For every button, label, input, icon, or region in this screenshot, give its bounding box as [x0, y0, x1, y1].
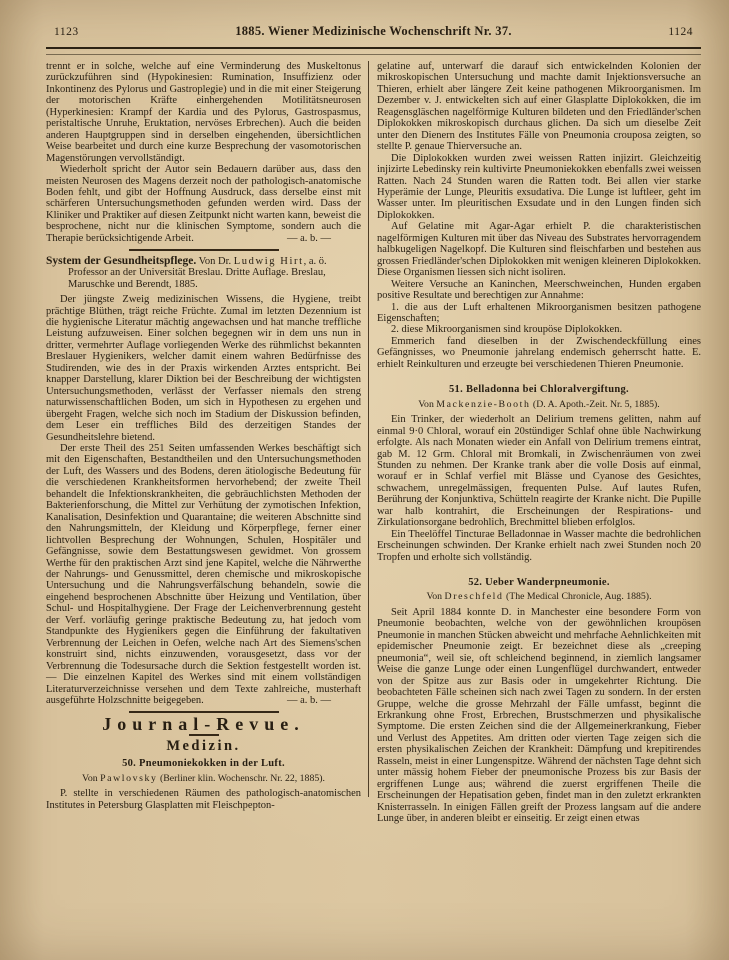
- list-item-2: 2. diese Mikroorganismen sind kroupöse Diplokokken.: [391, 324, 623, 336]
- paragraph-agar: Auf Gelatine mit Agar-Agar erhielt P. die charakteristischen nagelförmigen Kulturen mit über das Niveau des Substrates hervorragendem halbkugeligen Nagelkopf. Die Kulturen sind fleischfarben und bestehen aus grossen Friedländer'schen Diplokokken mit wenigen kleineren Diplokokken. Diese Organismen liessen sich nicht isoliren.: [377, 221, 701, 279]
- paragraph-gelatine: gelatine auf, unterwarf die darauf sich entwickelnden Kolonien der mikroskopischen Untersuchung und machte damit Injektionsversuche an Thieren, erhielt aber längere Zeit keine pathogenen Mikroorganismen. Im Dezember v. J. entwickelten sich auf einer Glasplatte Diplokokken, die im Reagensgläschen nagelförmige Kulturen bildeten und den Friedländer'schen Diplokokken mikroskopisch durchaus glichen. Da sich um dieselbe Zeit unter den Dienern des Institutes Fälle von Pneumonia crouposa zeigten, so stellte P. genaue Thierversuche an.: [377, 61, 701, 153]
- paragraph-erster-theil: [46, 443, 361, 706]
- page-header: [46, 24, 701, 39]
- article-author: Dreschfeld: [444, 591, 504, 603]
- paragraph-muskeltonus: trennt er in solche, welche auf eine Verminderung des Muskeltonus zurückzuführen sind (Hypokinesien: Rumination, Insuffizienz oder Inkontinenz des Pylorus und Gastroplegie) und in die mit einer Steigerung der motorischen Kräfte einhergehenden Motilitätsneurosen (Hyperkinesien: Krampf der Kardia und des Pylorus, Gastrospasmus, peristaltische Unruhe, Eruktation, nervöses Erbrechen). Auch die beiden anderen Hauptgruppen sind in derselben eingehenden, übersichtlichen Weise bearbeitet und durch eine kurze Besprechung der vasomotorischen Magenstörungen vervollständigt.: [46, 61, 361, 164]
- paragraph-theeloeffel: Ein Theelöffel Tincturae Belladonnae in Wasser machte die bedrohlichen Erscheinungen schwinden. Der Kranke erhielt nach zwei Stunden noch 20 Tropfen und erholte sich vollständig.: [377, 528, 701, 563]
- article-50-title: 50. Pneumoniekokken in der Luft.: [122, 758, 285, 770]
- paragraph-glasplatten: P. stellte in verschiedenen Räumen des pathologisch-anatomischen Institutes in Petersburg Glasplatten mit Fleischpepton-: [46, 788, 361, 811]
- article-52-byline: [377, 591, 701, 602]
- section-divider: [129, 249, 279, 251]
- byline-prefix: Von: [82, 772, 101, 784]
- article-author: Pawlovsky: [100, 772, 158, 784]
- journal-header-title: 1885. Wiener Medizinische Wochenschrift Nr. 37.: [235, 24, 512, 38]
- list-item-1: 1. die aus der Luft erhaltenen Mikroorganismen besitzen pathogene Eigenschaften;: [377, 301, 701, 324]
- reviewer-initials: — a. b. —: [286, 232, 331, 244]
- article-52-title: 52. Ueber Wanderpneumonie.: [468, 577, 610, 589]
- book-reference: [46, 256, 361, 290]
- reviewer-initials: — a. b. —: [286, 694, 331, 706]
- byline-suffix: (D. A. Apoth.-Zeit. Nr. 5, 1885).: [530, 398, 660, 410]
- column-left: [46, 61, 368, 825]
- book-byline-prefix: Von Dr.: [196, 255, 234, 267]
- book-byline-suffix: , a. ö. Professor an der Universität Breslau. Dritte Auflage. Breslau, Maruschke und Berendt, 1885.: [68, 255, 327, 290]
- page-number-right: 1124: [668, 26, 693, 38]
- paragraph-text: Der erste Theil des 251 Seiten umfassenden Werkes beschäftigt sich mit den Eigenschaften, Bestandtheilen und den Untersuchungsmethoden der Luft, des Wassers und des Bodens, deren ätiologische Bedeutung für die verschiedenen Krankheitsformen hervorhebend; der zweite Theil behandelt die Infektionskrankheiten, die gebräuchlichsten Methoden der Bakterienforschung, die Mittel zur Verhütung der zymotischen Infektion, Kanalisation, Desinfektion und Quarantaine; die weiteren Abschnitte sind den Nahrungsmitteln, der Kleidung und Körperpflege, ferner einer lichtvollen Besprechung der Wohnungen, Schulen, Hospitäler und Gefängnisse, sowie dem Bestattungswesen gewidmet. Von grossem Werthe für den praktischen Arzt sind jene Kapitel, welche die Nährwerthe der Nahrungs- und Genussmittel, deren chemische und mikroskopische Untersuchung und die Nahrungsverfälschung behandeln, sowie die eingehend besprochenen Abschnitte über Heizung und Ventilation, über Schul- und Hospitalhygiene. Der Frage der Leichenverbrennung gesteht der Verf. vorläufig geringe praktische Bedeutung zu, hat jedoch vom Standpunkte des Hygienikers gegen die Einführung der fakultativen Verbrennung der Leichen in Oefen, welche nach Art des Siemens'schen konstruirt sind, nichts einzuwenden, vorausgesetzt, dass vor der Verbrennung die Todesursache durch die Sektion festgestellt worden ist. — Die einzelnen Kapitel des Werkes sind mit einem vollständigen Literaturverzeichnisse versehen und dem Texte zahlreiche, musterhaft ausgeführte Holzschnitte beigegeben.: [46, 443, 361, 706]
- journal-revue-heading: Journal-Revue.: [102, 713, 305, 734]
- paragraph-text: Wiederholt spricht der Autor sein Bedauern darüber aus, dass den meisten Neurosen des Magens derzeit noch der pathologisch-anatomische Boden fehlt, und gibt der Hoffnung Ausdruck, dass derselbe einst mit schärferen Untersuchungsmethoden gefunden werden wird. Dass der Kliniker und Praktiker auf diesen Zeitpunkt nicht warten kann, beweist die besprochene, nicht nur die klinischen Symptome, sondern auch die Therapie berücksichtigende Arbeit.: [46, 164, 361, 244]
- paragraph-seit-april: Seit April 1884 konnte D. in Manchester eine besondere Form von Pneumonie beobachten, welche von der gewöhnlichen kroupösen Pneumonie in manchen Stücken abweicht und mehrfache Aehnlichkeiten mit epidemischer Pneumonie zeigt. Er bezeichnet diese als „creeping pneumonia“, weil sie, oft schleichend beginnend, in ziemlich langsamer Weise die ganze Lunge oder einen Lungenflügel durchwandert, entweder von der Spitze aus zur Basis oder in umgekehrter Richtung. Die beobachteten Fälle scheinen sich nach zwei Tagen zu sondern. In der ersten Gruppe, welche die grosse Mehrzahl der Fälle umfasst, beginnt die Erkrankung ohne Frost, Erbrechen, Brustschmerzen und physikalische Symptome. Die ersten Zeichen sind die der Allgemeinerkrankung, Fieber und Verlust des Appetites. Am dritten oder vierten Tage zeigen sich die ersten physikalischen Zeichen der Krankheit: Dämpfung und krepitirendes Rasseln, meist in einer Lungenspitze. Während der nächsten Tage dehnt sich unter mässig hohem Fieber der pneumonische Prozess bis zur Basis der ergriffenen Lunge aus; während die zuerst ergriffenen Theile die Erscheinungen der Hepatisation geben, findet man in den zuletzt erkrankten Knisterrasseln. In einigen Fällen greift der Prozess langsam auf die andere Lunge über, in anderen bleibt er einseitig. Er zeigt einen etwas: [377, 606, 701, 825]
- book-title: System der Gesundheitspflege.: [46, 254, 197, 267]
- paragraph-trinker: Ein Trinker, der wiederholt an Delirium tremens gelitten, nahm auf einmal 9·0 Chloral, worauf ein 20stündiger Schlaf ohne üble Nachwirkung erfolgte. Als nach Monaten wieder ein Anfall von Delirium tremens eintrat, gab M. 12 Grm. Chloral mit Bromkali, in Zwischenräumen von zwei Stunden zu nehmen. Der Kranke trank aber die volle Dosis auf einmal, worauf er in Schlaf verfiel mit Blässe und Cyanose des Gesichtes, schwachem, unregelmässigen, frequenten Pulse. Auf lautes Rufen, Berührung der Konjunktiva, Schütteln reagirte der Kranke nicht. Die Pupille war halb kontrahirt, die Erscheinungen der Respirations- und Zirkulationsorgane bedrohlich, Brechmittel blieben erfolglos.: [377, 414, 701, 529]
- byline-prefix: Von: [418, 398, 437, 410]
- byline-suffix: (Berliner klin. Wochenschr. Nr. 22, 1885).: [157, 772, 325, 784]
- section-divider: [129, 711, 279, 713]
- medizin-heading: Medizin.: [166, 737, 241, 754]
- spacer: [377, 370, 701, 378]
- heading-rule: [189, 734, 219, 736]
- header-rule: [46, 47, 701, 55]
- article-50-byline: [46, 773, 361, 784]
- page-number-left: 1123: [54, 26, 79, 38]
- paragraph-weitere-versuche: Weitere Versuche an Kaninchen, Meerschweinchen, Hunden ergaben positive Resultate und berechtigen zur Annahme:: [377, 278, 701, 302]
- article-51-byline: [377, 399, 701, 410]
- spacer: [377, 563, 701, 571]
- book-author: Ludwig Hirt: [233, 255, 304, 267]
- paragraph-diplokokken: Die Diplokokken wurden zwei weissen Ratten injizirt. Gleichzeitig injizirte Lebedinsky rein kultivirte Pneumoniekokken ebenfalls zwei weissen Ratten. Nach 24 Stunden waren die Ratten todt. Bei allen vier starke Hyperämie der Lunge, Pleuritis exsudativa. Die Lunge ist luftleer, geht im Wasser unter. Im pleuritischen Exsudate und in den Lungen finden sich Diplokokken.: [377, 152, 701, 221]
- paragraph-emmerich: Emmerich fand dieselben in der Zwischendeckfüllung eines Gefängnisses, wo Pneumonie jahrelang endemisch geherrscht hatte. E. erhielt Reinkulturen und erzeugte bei verschiedenen Thieren Pneumonie.: [377, 335, 701, 370]
- byline-suffix: (The Medical Chronicle, Aug. 1885).: [503, 591, 652, 603]
- column-right: [369, 61, 701, 825]
- byline-prefix: Von: [426, 591, 445, 603]
- paragraph-hygiene: Der jüngste Zweig medizinischen Wissens, die Hygiene, treibt prächtige Blüthen, trägt reiche Früchte. Zumal im letzten Dezennium ist die hygienische Literatur mächtig angewachsen und hat manche treffliche Leistung aufzuweisen. Einer solchen begegnen wir in dem uns nun in dritter, vermehrter Auflage vorliegenden Werke des rühmlichst bekannten Breslauer Hygienikers, welcher damit einem wahren Bedürfnisse des Studirenden, wie des in der Praxis wirkenden Arztes entspricht. Bei knapper Darstellung, klarer Diktion bei der Beschreibung der wichtigsten Untersuchungsmethoden, verlässt der Verfasser niemals den streng naturwissenschaftlichen Boden, um sich in Hypothesen zu ergehen und übergeht Fragen, welche sich noch im Stadium der Diskussion befinden, dem Leser ein treffliches Bild des derzeitigen Standes der Gesundheitslehre bietend.: [46, 294, 361, 443]
- two-column-body: [46, 61, 701, 825]
- article-author: Mackenzie-Booth: [436, 398, 531, 410]
- paragraph-wiederholt: [46, 164, 361, 244]
- article-51-title: 51. Belladonna bei Chloralvergiftung.: [449, 384, 629, 396]
